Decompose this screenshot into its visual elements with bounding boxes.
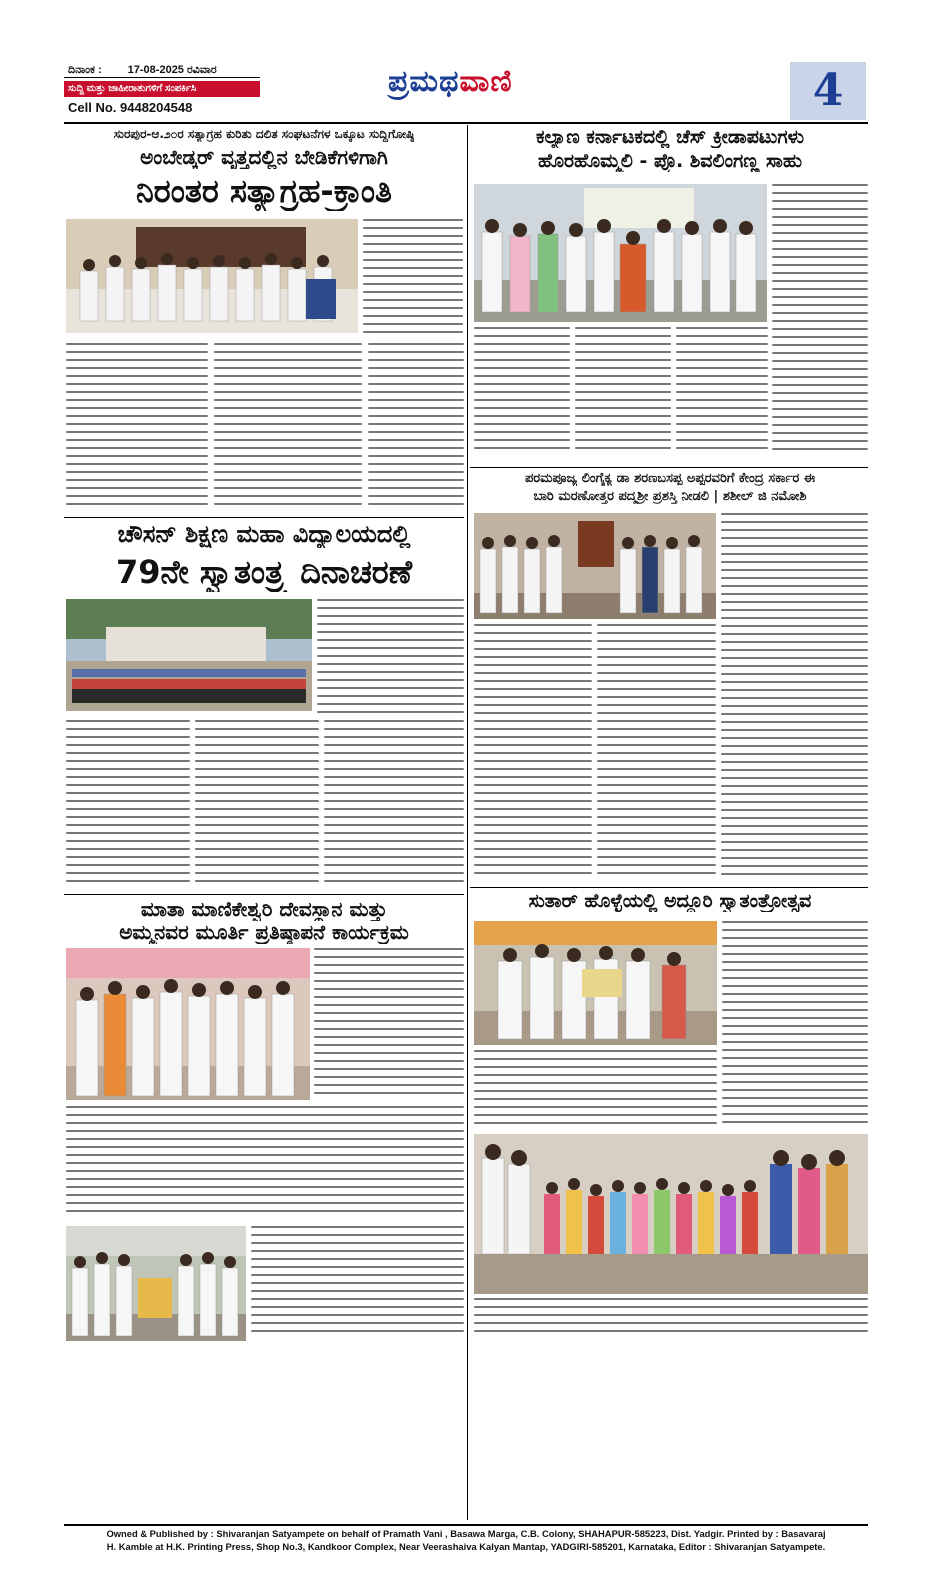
story2-text-col1 [474,327,570,462]
story4-bottom-rule [64,894,464,895]
story5-text-under-photo [474,1050,717,1130]
page-number: 4 [790,62,866,120]
story6-headline-2: ಅಮ್ಮನವರ ಮೂರ್ತಿ ಪ್ರತಿಷ್ಠಾಪನೆ ಕಾರ್ಯಕ್ರಮ [119,920,409,944]
story5-text-bottom [474,1298,868,1520]
story2-text-col3 [676,327,768,462]
date-value: 17-08-2025 ರವಿವಾರ [127,64,217,76]
story1-text-col3 [368,343,464,513]
story2-text-right [772,184,868,462]
imprint-footer [64,1527,868,1553]
story6-text-right [314,948,464,1100]
story6-photo-1 [66,948,310,1100]
footer-line-1: Owned & Published by : Shivaranjan Satyampete on behalf of Pramath Vani , Basawa Marga, C.B. Colony, SHAHAPUR-585223, Dist. Yadgir. Printed by : Basavaraj [106,1528,826,1539]
story1-text-col2 [214,343,362,513]
footer-rule [64,1524,868,1526]
story4-headline-2: 79ನೇ ಸ್ವಾತಂತ್ರ್ಯ ದಿನಾಚರಣೆ [115,553,413,591]
story3-text-col2 [597,624,716,883]
story3-headline-1: ಪರಮಪೂಜ್ಯ ಲಿಂಗೈಕ್ಯ ಡಾ ಶರಣಬಸಪ್ಪ ಅಪ್ಪರವರಿಗೆ ಕೇಂದ್ರ ಸರ್ಕಾರ ಈ [524,471,816,486]
story6-headline-1: ಮಾತಾ ಮಾಣಿಕೇಶ್ವರಿ ದೇವಸ್ಥಾನ ಮತ್ತು [140,897,388,921]
story6-text-bottom [251,1226,464,1341]
header-info-box [64,62,260,120]
story3-text-right [721,513,868,883]
story4-headline-1: ಚೌಸನ್ ಶಿಕ್ಷಣ ಮಹಾ ವಿದ್ಯಾಲಯದಲ್ಲಿ [117,520,411,548]
story1-text-right [363,219,463,336]
contact-banner: ಸುದ್ದಿ ಮತ್ತು ಜಾಹೀರಾತುಗಳಿಗೆ ಸಂಪರ್ಕಿಸಿ [64,81,260,97]
story6-text-middle [66,1106,464,1220]
story1-kicker: ಸುರಪುರ-ಆ.೨೦ರ ಸತ್ಯಾಗ್ರಹ ಕುರಿತು ದಲಿತ ಸಂಘಟನೆಗಳ ಒಕ್ಕೂಟ ಸುದ್ದಿಗೋಷ್ಠಿ [113,127,415,141]
masthead-logo [388,62,606,116]
cell-number: Cell No. 9448204548 [68,100,193,115]
footer-line-2: H. Kamble at H.K. Printing Press, Shop No.3, Kandkoor Complex, Near Veerashaiva Kalyan Mantap, YADGIRI-585201, Karnataka, Editor : Shivaranjan Satyampete. [106,1541,826,1552]
story5-headline: ಸುತಾರ್ ಹೊಳ್ಳೆಯಲ್ಲಿ ಅದ್ದೂರಿ ಸ್ವಾತಂತ್ರೋತ್ಸವ [528,890,812,912]
date-label: ದಿನಾಂಕ : [68,64,102,76]
story2-headline-1: ಕಲ್ಯಾಣ ಕರ್ನಾಟಕದಲ್ಲಿ ಚೆಸ್ ಕ್ರೀಡಾಪಟುಗಳು [536,126,804,148]
story5-photo-1 [474,921,717,1045]
story1-bottom-rule [64,517,464,518]
story1-photo [66,219,358,333]
story3-photo [474,513,716,619]
story4-photo [66,599,312,711]
story1-headline-2: ನಿರಂತರ ಸತ್ಯಾಗ್ರಹ-ಕ್ರಾಂತಿ [136,172,392,210]
column-divider [467,125,468,1520]
date-row [64,62,260,78]
story1-text-col1 [66,343,208,513]
story4-text-right [317,599,464,715]
story3-headline-2: ಬಾರಿ ಮರಣೋತ್ತರ ಪದ್ಮಶ್ರೀ ಪ್ರಶಸ್ತಿ ನೀಡಲಿ | ಶಶೀಲ್ ಜಿ ನಮೋಶಿ [533,489,807,504]
header-rule [64,122,868,124]
story6-photo-2 [66,1226,246,1341]
story1-headline-1: ಅಂಬೇಡ್ಕರ್ ವೃತ್ತದಲ್ಲಿನ ಬೇಡಿಕೆಗಳಿಗಾಗಿ [140,145,388,169]
story2-bottom-rule [470,467,868,468]
story4-text-col1 [66,720,190,890]
story3-text-col1 [474,624,592,883]
story2-headline-2: ಹೊರಹೊಮ್ಮಲಿ - ಪ್ರೊ. ಶಿವಲಿಂಗಣ್ಣ ಸಾಹು [537,150,803,172]
story3-bottom-rule [470,887,868,888]
story4-text-col3 [324,720,464,890]
masthead-part2: ವಾಣಿ [459,64,513,99]
story2-photo [474,184,767,322]
masthead-part1: ಪ್ರಮಥ [388,64,460,99]
story5-photo-2 [474,1134,868,1294]
story5-text-right [722,921,868,1131]
story4-text-col2 [195,720,319,890]
story2-text-col2 [575,327,671,462]
